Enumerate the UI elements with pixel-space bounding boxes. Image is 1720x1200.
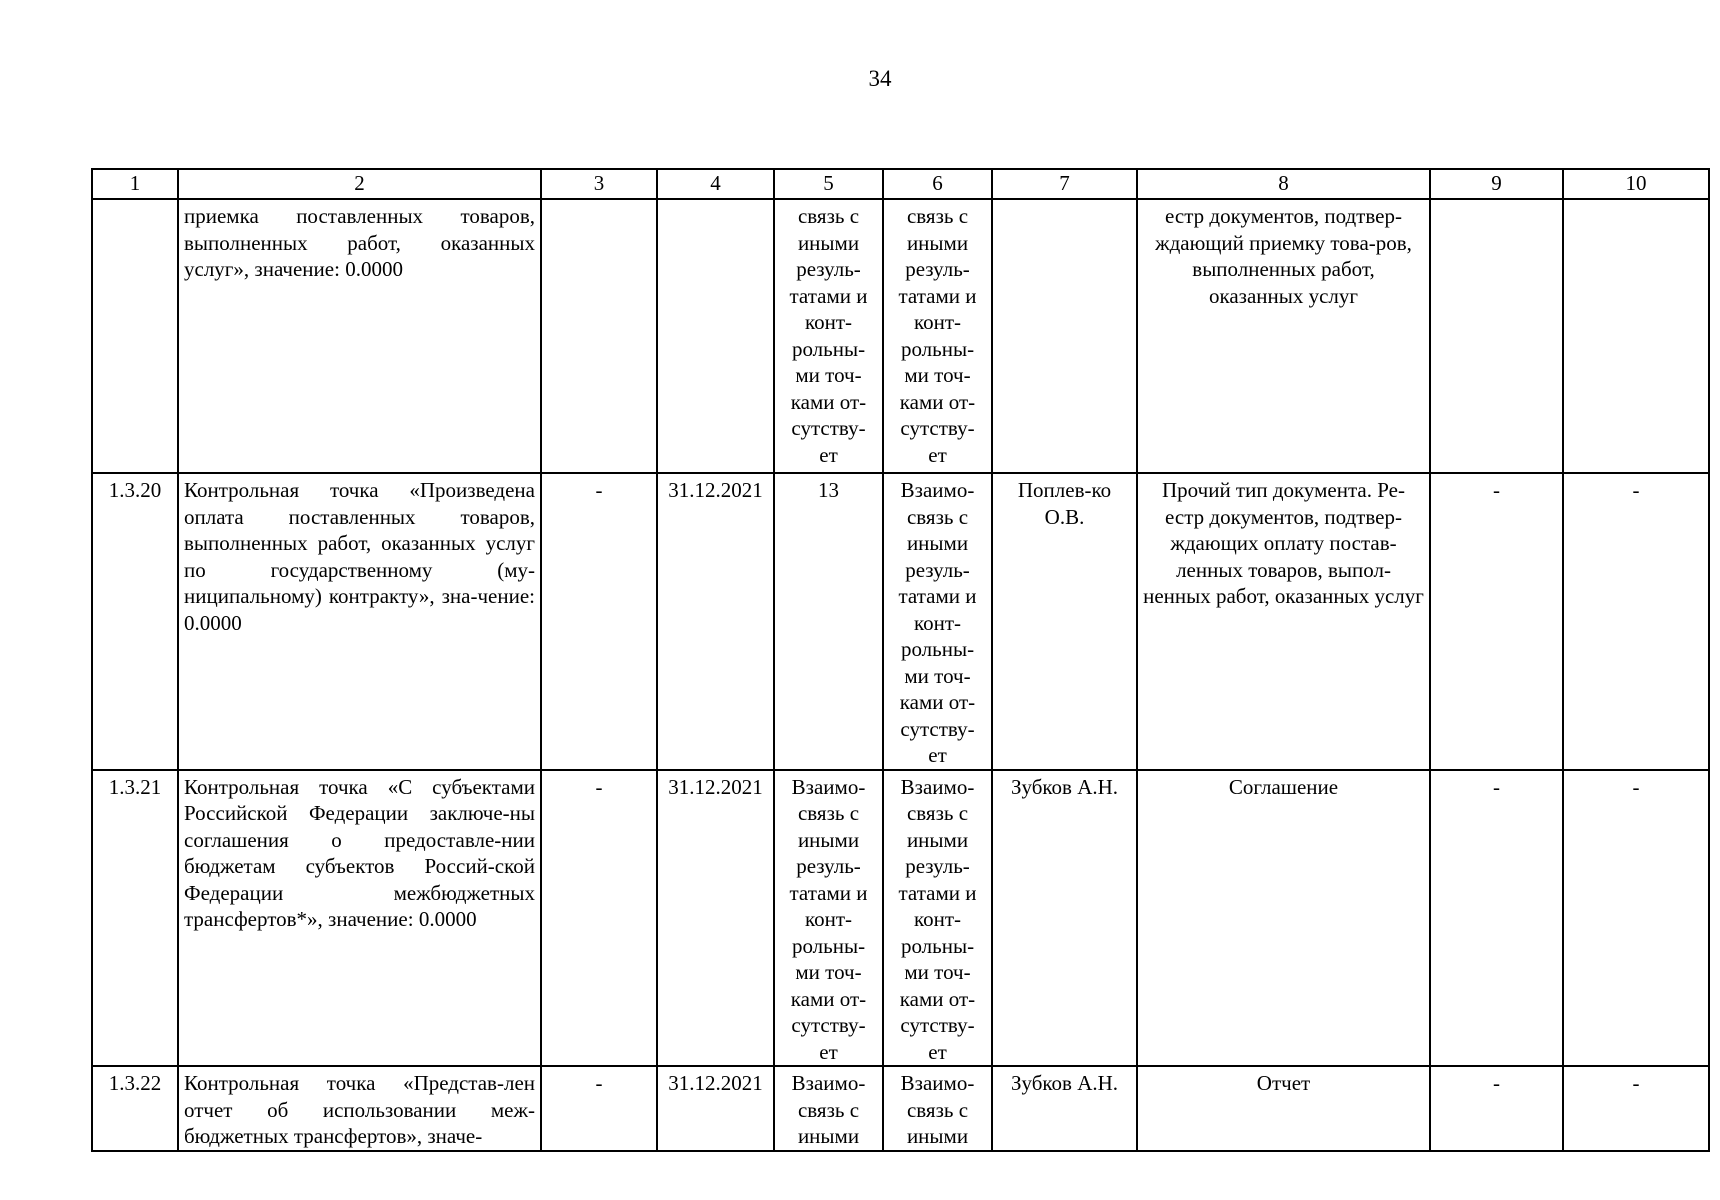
table-row xyxy=(92,1066,1709,1151)
cell-line: ками от- xyxy=(899,389,976,414)
document-type-cell: Отчет xyxy=(1137,1066,1430,1151)
document-type-cell: Прочий тип документа. Ре-естр документов, подтвер-ждающих оплату постав-ленных товаров, выпол-ненных работ, оказанных услуг xyxy=(1137,473,1430,770)
column-3-cell xyxy=(541,199,657,473)
cell-line: рольны- xyxy=(791,336,866,361)
cell-line: ет xyxy=(928,743,947,767)
cell-line: Взаимо- xyxy=(900,478,975,502)
row-number-cell: 1.3.22 xyxy=(92,1066,178,1151)
cell-line: конт- xyxy=(804,310,853,334)
column-6-cell xyxy=(883,473,992,770)
column-9-cell xyxy=(1430,199,1563,473)
cell-line: сутству- xyxy=(900,1013,975,1037)
description-cell: Контрольная точка «С субъектами Российской Федерации заключе-ны соглашения о предоставле-нии бюджетам субъектов Россий-ской Федерации межбюджетных трансфертов*», значение: 0.0000 xyxy=(178,770,541,1067)
cell-line: ет xyxy=(928,1039,947,1064)
cell-line: иными xyxy=(797,230,860,255)
cell-line: связь с xyxy=(906,504,969,529)
cell-line: ками от- xyxy=(899,986,976,1011)
cell-line: ет xyxy=(928,442,947,467)
row-number-cell xyxy=(92,199,178,473)
document-type-cell: Соглашение xyxy=(1137,770,1430,1067)
column-10-cell: - xyxy=(1563,1066,1709,1151)
cell-line: резуль- xyxy=(905,557,970,582)
table-row xyxy=(92,199,1709,473)
cell-line: ками от- xyxy=(790,389,867,414)
cell-line: связь с xyxy=(906,204,969,228)
header-cell: 2 xyxy=(178,169,541,199)
column-5-cell xyxy=(774,199,883,473)
cell-line: связь с xyxy=(797,801,860,825)
column-5-cell xyxy=(774,473,883,770)
cell-line: татами и xyxy=(789,880,868,905)
cell-line: иными xyxy=(906,1124,969,1148)
cell-line: татами и xyxy=(789,283,868,308)
column-6-cell xyxy=(883,199,992,473)
table-row xyxy=(92,473,1709,770)
cell-line: рольны- xyxy=(900,637,975,661)
cell-line: 13 xyxy=(818,478,839,502)
cell-line: иными xyxy=(797,827,860,852)
cell-line: иными xyxy=(906,827,969,852)
cell-line: конт- xyxy=(804,907,853,931)
cell-line: связь с xyxy=(906,801,969,825)
cell-line: резуль- xyxy=(905,854,970,878)
column-number-row xyxy=(92,169,1709,199)
date-cell: 31.12.2021 xyxy=(657,770,774,1067)
page-number: 34 xyxy=(868,66,892,91)
description-cell: приемка поставленных товаров, выполненных работ, оказанных услуг», значение: 0.0000 xyxy=(178,199,541,473)
column-6-cell xyxy=(883,770,992,1067)
column-5-cell xyxy=(774,1066,883,1151)
cell-line: сутству- xyxy=(791,1013,866,1037)
cell-line: Взаимо- xyxy=(900,1071,975,1095)
cell-line: резуль- xyxy=(796,257,861,281)
header-cell: 10 xyxy=(1563,169,1709,199)
date-cell: 31.12.2021 xyxy=(657,1066,774,1151)
cell-line: татами и xyxy=(898,880,977,905)
column-9-cell: - xyxy=(1430,473,1563,770)
control-points-table xyxy=(91,168,1710,1152)
header-cell: 4 xyxy=(657,169,774,199)
cell-line: ми точ- xyxy=(904,363,971,387)
column-3-cell: - xyxy=(541,770,657,1067)
cell-line: конт- xyxy=(913,610,962,635)
column-6-cell xyxy=(883,1066,992,1151)
date-cell: 31.12.2021 xyxy=(657,473,774,770)
description-cell: Контрольная точка «Представ-лен отчет об использовании меж-бюджетных трансфертов», значе- xyxy=(178,1066,541,1151)
cell-line: ет xyxy=(819,442,838,467)
column-10-cell: - xyxy=(1563,770,1709,1067)
cell-line: иными xyxy=(906,531,969,555)
header-cell: 8 xyxy=(1137,169,1430,199)
cell-line: ками от- xyxy=(790,986,867,1011)
cell-line: сутству- xyxy=(900,416,975,440)
description-cell: Контрольная точка «Произведена оплата поставленных товаров, выполненных работ, оказанных услуг по государственному (му-ниципальному) контракту», зна-чение: 0.0000 xyxy=(178,473,541,770)
header-cell: 9 xyxy=(1430,169,1563,199)
document-type-cell: естр документов, подтвер-ждающий приемку това-ров, выполненных работ, оказанных услуг xyxy=(1137,199,1430,473)
responsible-cell xyxy=(992,199,1137,473)
cell-line: ми точ- xyxy=(795,960,862,984)
column-9-cell: - xyxy=(1430,1066,1563,1151)
cell-line: связь с xyxy=(797,1097,860,1122)
cell-line: рольны- xyxy=(791,933,866,958)
cell-line: сутству- xyxy=(791,416,866,440)
cell-line: Взаимо- xyxy=(791,774,866,799)
column-3-cell: - xyxy=(541,473,657,770)
header-cell: 1 xyxy=(92,169,178,199)
cell-line: резуль- xyxy=(905,257,970,281)
cell-line: конт- xyxy=(913,310,962,334)
column-9-cell: - xyxy=(1430,770,1563,1067)
cell-line: ми точ- xyxy=(795,363,862,387)
cell-line: ками от- xyxy=(899,690,976,714)
cell-line: связь с xyxy=(906,1097,969,1122)
header-cell: 7 xyxy=(992,169,1137,199)
column-10-cell: - xyxy=(1563,473,1709,770)
row-number-cell: 1.3.20 xyxy=(92,473,178,770)
cell-line: сутству- xyxy=(900,716,975,741)
cell-line: рольны- xyxy=(900,933,975,958)
cell-line: Взаимо- xyxy=(900,774,975,799)
responsible-cell: Зубков А.Н. xyxy=(992,1066,1137,1151)
row-number-cell: 1.3.21 xyxy=(92,770,178,1067)
cell-line: резуль- xyxy=(796,854,861,878)
cell-line: татами и xyxy=(898,584,977,608)
header-cell: 5 xyxy=(774,169,883,199)
responsible-cell: Поплев-ко О.В. xyxy=(992,473,1137,770)
cell-line: ет xyxy=(819,1039,838,1064)
cell-line: связь с xyxy=(797,204,860,228)
cell-line: татами и xyxy=(898,283,977,308)
header-cell: 3 xyxy=(541,169,657,199)
cell-line: конт- xyxy=(913,907,962,931)
column-10-cell xyxy=(1563,199,1709,473)
cell-line: ми точ- xyxy=(904,960,971,984)
cell-line: ми точ- xyxy=(904,663,971,688)
cell-line: Взаимо- xyxy=(791,1071,866,1095)
cell-line: иными xyxy=(797,1124,860,1148)
date-cell xyxy=(657,199,774,473)
cell-line: иными xyxy=(906,230,969,255)
header-cell: 6 xyxy=(883,169,992,199)
table-body xyxy=(92,169,1709,1151)
table-row xyxy=(92,770,1709,1067)
column-5-cell xyxy=(774,770,883,1067)
responsible-cell: Зубков А.Н. xyxy=(992,770,1137,1067)
cell-line: рольны- xyxy=(900,336,975,361)
column-3-cell: - xyxy=(541,1066,657,1151)
